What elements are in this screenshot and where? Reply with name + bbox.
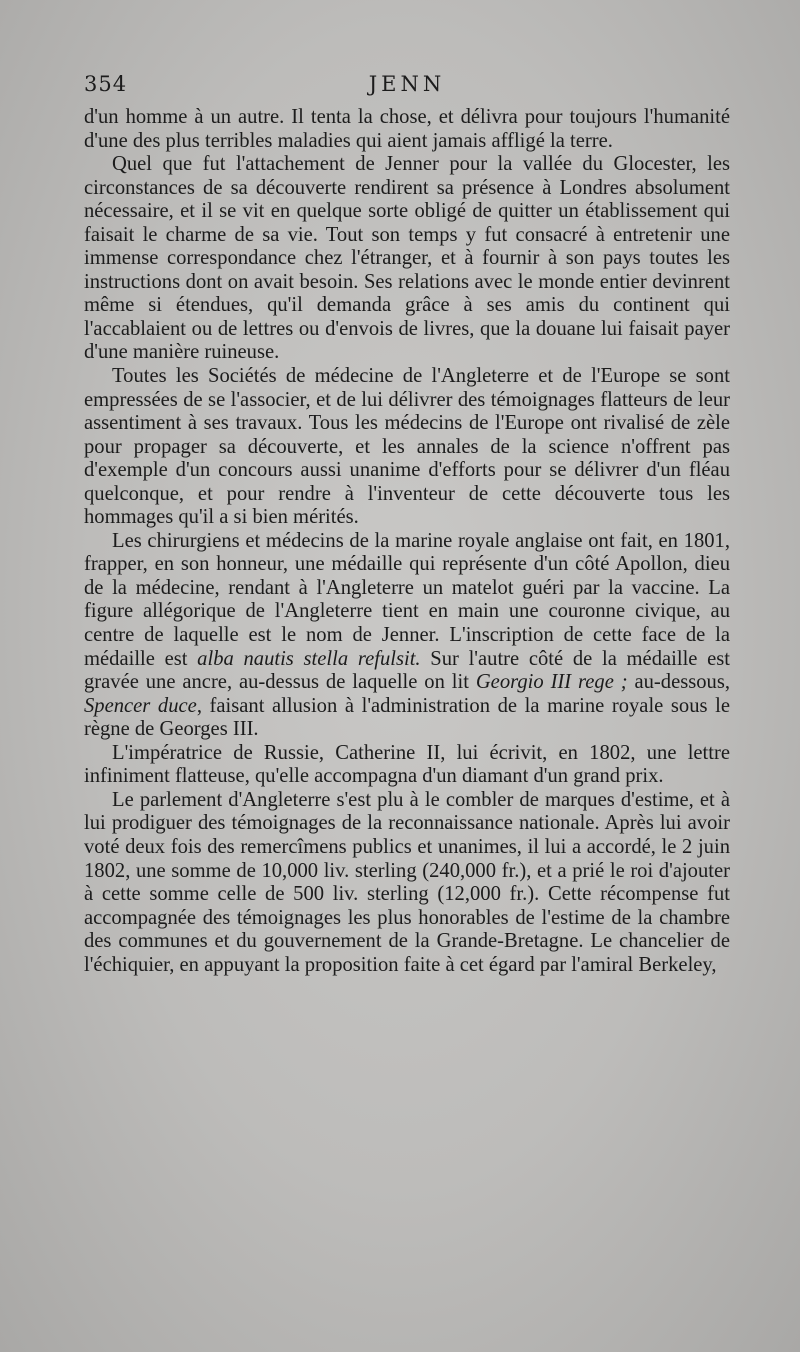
book-page (84, 72, 730, 977)
text-run: L'impératrice de Russie, Catherine II, lui écrivit, en 1802, une lettre infiniment flatteuse, qu'elle accompagna d'un diamant d'un grand prix. (84, 741, 730, 788)
paragraph (84, 153, 730, 365)
page-number: 354 (84, 72, 128, 96)
paragraph (84, 742, 730, 789)
text-run: Toutes les Sociétés de médecine de l'Angleterre et de l'Europe se sont empressées de se l'associer, et de lui délivrer des témoignages flatteurs de leur assentiment à ses travaux. Tous les médecins de l'Europe ont rivalisé de zèle pour propager sa découverte, et les annales de la science n'offrent pas d'exemple d'un concours aussi unanime d'efforts pour se délivrer d'un fléau quelconque, et pour rendre à l'inventeur de cette découverte tous les hommages qu'il a si bien mérités. (84, 365, 730, 529)
text-run: Le parlement d'Angleterre s'est plu à le combler de marques d'estime, et à lui prodiguer des témoignages de la reconnaissance nationale. Après lui avoir voté deux fois des remercîmens publics et unanimes, il lui a accordé, le 2 juin 1802, une somme de 10,000 liv. sterling (240,000 fr.), et a prié le roi d'ajouter à cette somme celle de 500 liv. sterling (12,000 fr.). Cette récompense fut accompagnée des témoignages les plus honorables de l'estime de la chambre des communes et du gouvernement de la Grande-Bretagne. Le chancelier de l'échiquier, en appuyant la proposition faite à cet égard par l'amiral Berkeley, (84, 788, 730, 976)
text-run: au-dessous, (627, 671, 730, 694)
text-run: d'un homme à un autre. Il tenta la chose, et délivra pour toujours l'humanité d'une des plus terribles maladies qui aient jamais affligé la terre. (84, 106, 730, 152)
text-run: Sur l'autre côté de la médaille est gravée une ancre, au-dessus de laquelle on lit (84, 647, 731, 694)
text-run: Les chirurgiens et médecins de la marine royale anglaise ont fait, en 1801, frapper, en son honneur, une médaille qui représente d'un côté Apollon, dieu de la médecine, rendant à l'Angleterre un matelot guéri par la vaccine. La figure allégorique de l'Angleterre tient en main une couronne civique, au centre de laquelle est le nom de Jenner. L'inscription de cette face de la médaille est (84, 529, 730, 670)
italic-text: Georgio III rege ; (475, 671, 628, 694)
page-header (84, 72, 730, 106)
paragraph (84, 789, 730, 977)
paragraph (84, 365, 730, 530)
paragraph (84, 530, 730, 742)
body-text (84, 106, 730, 977)
text-run: , faisant allusion à l'administration de la marine royale sous le règne de Georges III. (84, 694, 730, 741)
text-run: Quel que fut l'attachement de Jenner pour la vallée du Glocester, les circonstances de sa découverte rendirent sa présence à Londres absolument nécessaire, et il se vit en quelque sorte obligé de quitter un établissement qui faisait le charme de sa vie. Tout son temps y fut consacré à entretenir une immense correspondance chez l'étranger, et à fournir à son pays toutes les instructions dont on avait besoin. Ses relations avec le monde entier devinrent même si étendues, qu'il demanda grâce à ses amis du continent qui l'accablaient ou de lettres ou d'envois de livres, que la douane lui faisait payer d'une manière ruineuse. (84, 153, 730, 364)
italic-text: Spencer duce (84, 694, 197, 717)
italic-text: alba nautis stella refulsit. (197, 647, 421, 670)
running-title: JENN (368, 72, 446, 96)
paragraph (84, 106, 730, 153)
